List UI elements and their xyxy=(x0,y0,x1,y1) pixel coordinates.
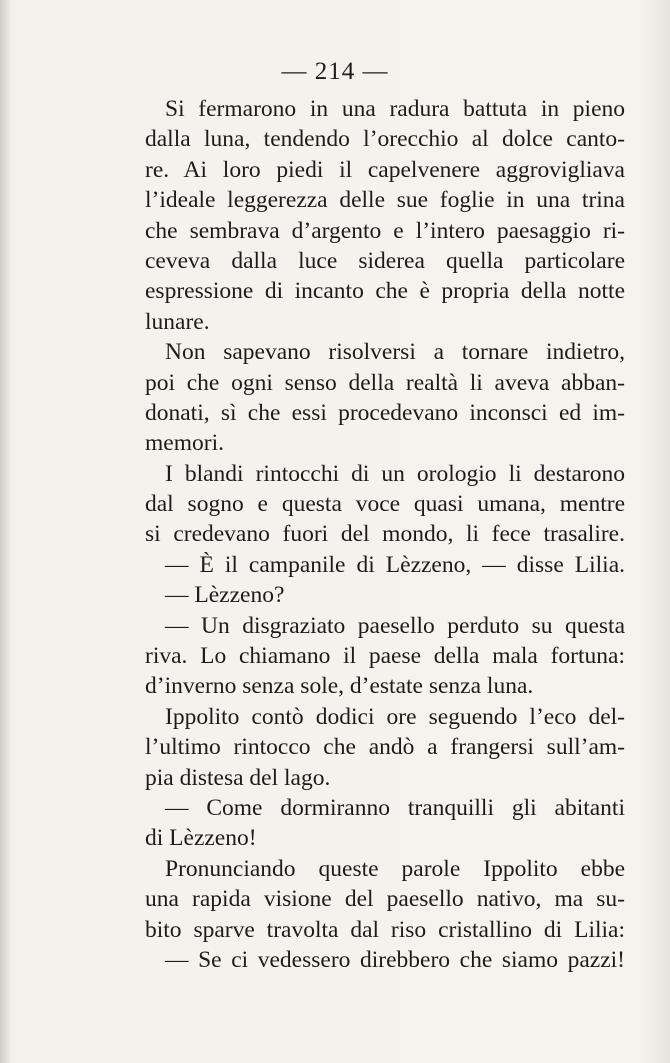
text-line: re. Ai loro piedi il capelvenere aggrovigliava xyxy=(145,156,625,183)
text-line: Si fermarono in una radura battuta in pieno xyxy=(165,96,625,122)
text-line: si credevano fuori del mondo, li fece trasalire. xyxy=(145,521,625,548)
text-line: che sembrava d’argento e l’intero paesaggio ri- xyxy=(145,217,625,244)
text-line: ceveva dalla luce siderea quella particolare xyxy=(145,247,625,274)
text-line: dalla luna, tendendo l’orecchio al dolce canto- xyxy=(145,126,625,153)
text-line: Non sapevano risolversi a tornare indietro, xyxy=(165,339,625,366)
text-line: espressione di incanto che è propria della notte xyxy=(145,278,625,305)
text-line: l’ideale leggerezza delle sue foglie in una trina xyxy=(145,187,625,214)
text-line: bito sparve travolta dal riso cristallino di Lilia: xyxy=(145,916,625,943)
body-text xyxy=(145,94,625,975)
text-line: d’inverno senza sole, d’estate senza luna. xyxy=(145,673,534,700)
text-line: pia distesa del lago. xyxy=(145,764,331,791)
text-line: riva. Lo chiamano il paese della mala fortuna: xyxy=(145,643,625,670)
dialogue-line: — Come dormiranno tranquilli gli abitanti xyxy=(165,794,625,821)
text-line: Ippolito contò dodici ore seguendo l’eco del- xyxy=(165,703,625,730)
text-line: poi che ogni senso della realtà li aveva abban- xyxy=(145,369,625,396)
page-spine-shadow xyxy=(0,0,10,1063)
text-line: dal sogno e questa voce quasi umana, mentre xyxy=(145,491,625,518)
page-number: — 214 — xyxy=(281,58,389,85)
text-line: di Lèzzeno! xyxy=(145,825,257,852)
text-line: Pronunciando queste parole Ippolito ebbe xyxy=(165,855,625,882)
dialogue-line: — Se ci vedessero direbbero che siamo pazzi! xyxy=(165,946,625,973)
dialogue-line: — Lèzzeno? xyxy=(165,582,285,609)
text-line: l’ultimo rintocco che andò a frangersi sull’am- xyxy=(145,734,625,761)
text-line: lunare. xyxy=(145,308,210,335)
dialogue-line: — Un disgraziato paesello perduto su questa xyxy=(165,612,625,639)
text-line: I blandi rintocchi di un orologio li destarono xyxy=(165,460,625,487)
dialogue-line: — È il campanile di Lèzzeno, — disse Lilia. xyxy=(165,551,625,578)
text-line: donati, sì che essi procedevano inconsci ed im- xyxy=(145,399,625,426)
text-line: memori. xyxy=(145,430,224,457)
text-line: una rapida visione del paesello nativo, ma su- xyxy=(145,886,625,913)
